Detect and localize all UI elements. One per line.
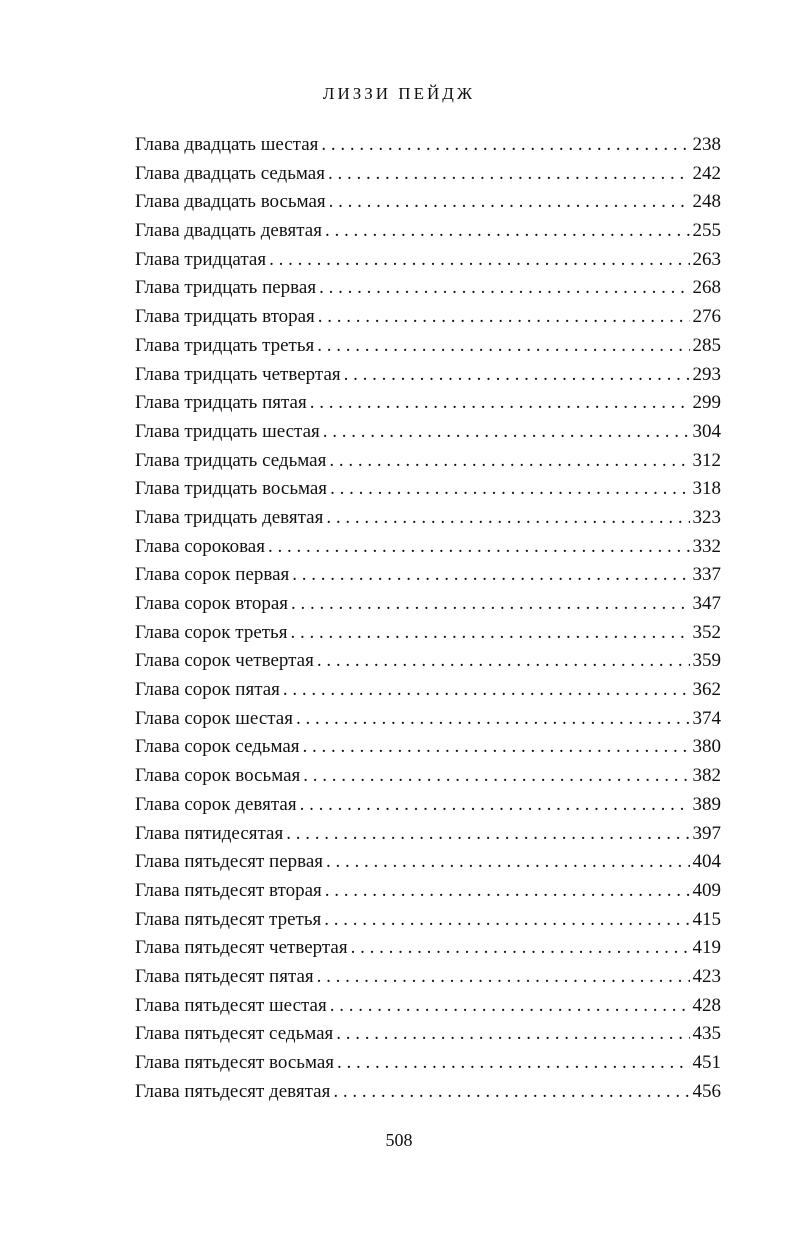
toc-entry-title: Глава сорок третья	[135, 621, 288, 643]
toc-entry[interactable]	[135, 1078, 721, 1107]
toc-dot-leader	[303, 733, 690, 762]
toc-entry-page: 242	[692, 162, 721, 184]
toc-entry[interactable]	[135, 619, 721, 648]
toc-entry-page: 268	[692, 277, 721, 299]
toc-entry-page: 263	[692, 248, 721, 270]
toc-entry[interactable]	[135, 361, 721, 390]
toc-entry-title: Глава двадцать девятая	[135, 220, 322, 242]
toc-entry-page: 380	[692, 736, 721, 758]
toc-entry[interactable]	[135, 303, 721, 332]
toc-entry-title: Глава пятьдесят шестая	[135, 994, 327, 1016]
toc-entry-title: Глава сорок девятая	[135, 793, 297, 815]
toc-entry-title: Глава тридцать шестая	[135, 420, 320, 442]
toc-entry-title: Глава сорок четвертая	[135, 650, 314, 672]
toc-entry-title: Глава сорок восьмая	[135, 765, 301, 787]
toc-entry-page: 323	[692, 506, 721, 528]
toc-dot-leader	[326, 504, 689, 533]
toc-entry-page: 451	[692, 1052, 721, 1073]
toc-entry-title: Глава пятьдесят четвертая	[135, 937, 348, 959]
toc-dot-leader	[344, 361, 690, 390]
toc-dot-leader	[328, 160, 690, 189]
toc-entry[interactable]	[135, 647, 721, 676]
toc-entry[interactable]	[135, 934, 721, 963]
toc-entry-title: Глава сорок пятая	[135, 679, 280, 701]
toc-dot-leader	[321, 131, 689, 160]
toc-entry-page: 304	[692, 420, 721, 442]
toc-entry-page: 435	[692, 1023, 721, 1045]
toc-entry-title: Глава тридцать первая	[135, 277, 317, 299]
toc-dot-leader	[325, 877, 690, 906]
toc-dot-leader	[319, 274, 689, 303]
toc-entry-title: Глава пятьдесят седьмая	[135, 1023, 334, 1045]
toc-dot-leader	[283, 676, 690, 705]
toc-entry[interactable]	[135, 676, 721, 705]
toc-entry[interactable]	[135, 131, 721, 160]
toc-entry-title: Глава тридцать девятая	[135, 506, 324, 528]
toc-entry-page: 419	[692, 937, 721, 959]
toc-dot-leader	[296, 705, 690, 734]
toc-entry-title: Глава пятьдесят третья	[135, 908, 322, 930]
toc-entry[interactable]	[135, 848, 721, 877]
toc-dot-leader	[292, 561, 689, 590]
toc-dot-leader	[317, 963, 690, 992]
toc-entry-title: Глава тридцать восьмая	[135, 478, 328, 500]
toc-entry-page: 456	[692, 1080, 721, 1102]
toc-dot-leader	[351, 934, 690, 963]
toc-entry[interactable]	[135, 217, 721, 246]
toc-entry-title: Глава тридцать четвертая	[135, 363, 341, 385]
toc-entry[interactable]	[135, 274, 721, 303]
toc-entry-page: 337	[692, 564, 721, 586]
toc-entry-page: 404	[692, 851, 721, 873]
toc-entry-page: 285	[692, 334, 721, 356]
toc-dot-leader	[317, 647, 690, 676]
toc-entry[interactable]	[135, 332, 721, 361]
toc-entry-page: 415	[692, 908, 721, 930]
toc-entry[interactable]	[135, 504, 721, 533]
toc-entry-page: 389	[692, 793, 721, 815]
toc-entry[interactable]	[135, 447, 721, 476]
toc-dot-leader	[317, 332, 689, 361]
toc-entry[interactable]	[135, 1049, 721, 1078]
toc-entry-title: Глава пятьдесят восьмая	[135, 1052, 335, 1073]
toc-dot-leader	[325, 217, 690, 246]
toc-entry-title: Глава тридцать вторая	[135, 306, 315, 328]
toc-entry-title: Глава пятидесятая	[135, 822, 284, 844]
toc-entry-page: 312	[692, 449, 721, 471]
page-number: 508	[385, 1130, 413, 1150]
toc-entry-page: 423	[692, 965, 721, 987]
toc-entry[interactable]	[135, 733, 721, 762]
toc-entry[interactable]	[135, 561, 721, 590]
toc-entry-title: Глава двадцать восьмая	[135, 191, 326, 213]
toc-entry-page: 362	[692, 679, 721, 701]
toc-dot-leader	[268, 533, 690, 562]
toc-entry[interactable]	[135, 906, 721, 935]
toc-dot-leader	[337, 1049, 689, 1078]
toc-entry[interactable]	[135, 877, 721, 906]
toc-entry[interactable]	[135, 705, 721, 734]
toc-dot-leader	[336, 1020, 689, 1049]
toc-entry-title: Глава сорок вторая	[135, 593, 289, 614]
toc-entry-title: Глава сорок седьмая	[135, 736, 300, 758]
toc-entry-title: Глава пятьдесят пятая	[135, 965, 314, 987]
toc-entry-page: 248	[692, 191, 721, 213]
toc-entry[interactable]	[135, 820, 721, 849]
toc-entry-page: 318	[692, 478, 721, 500]
toc-entry-title: Глава пятьдесят первая	[135, 851, 324, 873]
toc-entry[interactable]	[135, 1020, 721, 1049]
toc-entry-page: 397	[692, 822, 721, 844]
toc-dot-leader	[324, 906, 689, 935]
toc-entry[interactable]	[135, 246, 721, 275]
toc-entry[interactable]	[135, 188, 721, 217]
toc-dot-leader	[330, 992, 690, 1021]
toc-dot-leader	[269, 246, 689, 275]
toc-entry[interactable]	[135, 418, 721, 447]
toc-entry-page: 409	[692, 879, 721, 901]
toc-entry[interactable]	[135, 590, 721, 619]
toc-entry-title: Глава тридцать седьмая	[135, 449, 327, 471]
toc-entry-title: Глава тридцать пятая	[135, 392, 307, 414]
toc-entry-page: 428	[692, 994, 721, 1016]
toc-entry[interactable]	[135, 963, 721, 992]
toc-entry[interactable]	[135, 160, 721, 189]
toc-entry-page: 382	[692, 765, 721, 787]
toc-entry-title: Глава сороковая	[135, 535, 265, 557]
toc-entry-title: Глава двадцать шестая	[135, 134, 319, 155]
toc-entry-title: Глава тридцать третья	[135, 334, 315, 356]
toc-entry-page: 347	[692, 593, 721, 614]
toc-dot-leader	[303, 762, 689, 791]
toc-entry-page: 374	[692, 707, 721, 729]
running-header: ЛИЗЗИ ПЕЙДЖ	[322, 84, 476, 103]
toc-entry-title: Глава пятьдесят девятая	[135, 1080, 331, 1102]
toc-entry-page: 255	[692, 220, 721, 242]
toc-dot-leader	[291, 590, 689, 619]
toc-dot-leader	[326, 848, 689, 877]
toc-entry-page: 299	[692, 392, 721, 414]
toc-entry[interactable]	[135, 992, 721, 1021]
toc-dot-leader	[323, 418, 690, 447]
toc-entry-title: Глава сорок первая	[135, 564, 290, 586]
toc-dot-leader	[300, 791, 690, 820]
toc-entry-title: Глава тридцатая	[135, 248, 267, 270]
toc-entry[interactable]	[135, 762, 721, 791]
toc-dot-leader	[333, 1078, 689, 1107]
toc-entry-page: 238	[692, 134, 721, 155]
toc-dot-leader	[330, 475, 689, 504]
toc-dot-leader	[286, 820, 689, 849]
toc-entry-page: 352	[692, 621, 721, 643]
toc-entry-title: Глава пятьдесят вторая	[135, 879, 322, 901]
toc-entry-title: Глава двадцать седьмая	[135, 162, 325, 184]
toc-dot-leader	[329, 447, 689, 476]
toc-entry-page: 359	[692, 650, 721, 672]
table-of-contents	[135, 131, 721, 1106]
toc-entry-title: Глава сорок шестая	[135, 707, 293, 729]
toc-entry[interactable]	[135, 389, 721, 418]
toc-entry-page: 332	[692, 535, 721, 557]
toc-entry[interactable]	[135, 791, 721, 820]
toc-entry-page: 293	[692, 363, 721, 385]
toc-dot-leader	[310, 389, 690, 418]
toc-entry[interactable]	[135, 475, 721, 504]
toc-entry[interactable]	[135, 533, 721, 562]
toc-entry-page: 276	[692, 306, 721, 328]
toc-dot-leader	[290, 619, 689, 648]
toc-dot-leader	[329, 188, 690, 217]
toc-dot-leader	[318, 303, 690, 332]
